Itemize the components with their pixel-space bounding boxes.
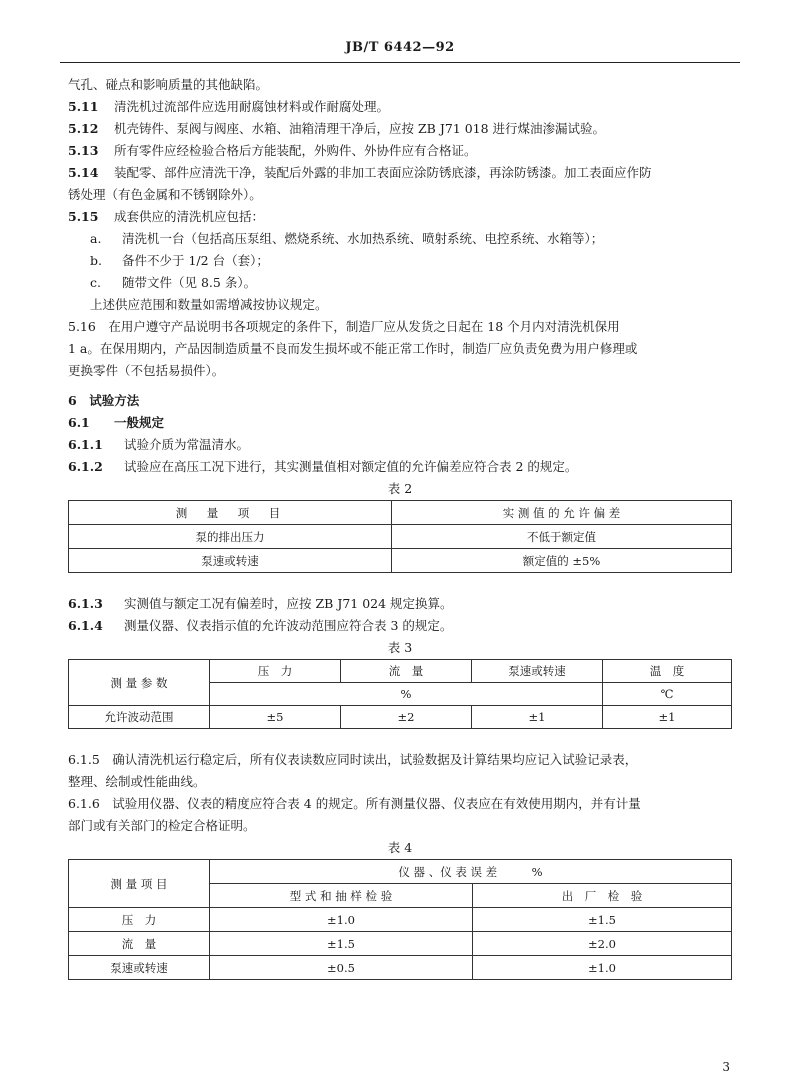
clause-6-1-5-line2: 整理、绘制或性能曲线。 (68, 774, 206, 789)
clause-6-1-5-line1: 6.1.5 确认清洗机运行稳定后，所有仪表读数应同时读出，试验数据及计算结果均应记入试验记录表， (68, 752, 638, 767)
list-item-b: b. 备件不少于 1/2 台（套）； (90, 253, 269, 268)
table-row (69, 956, 732, 980)
table-3-caption: 表 3 (387, 640, 413, 655)
table-cell: ±2.0 (473, 932, 732, 956)
header-rule (60, 62, 740, 63)
table-cell: 流 量 (69, 932, 210, 956)
clause-6-1-6-line1: 6.1.6 试验用仪器、仪表的精度应符合表 4 的规定。所有测量仪器、仪表应在有效使用期内，并有计量 (68, 796, 641, 811)
table-cell: ±1.5 (473, 908, 732, 932)
table-cell: ±5 (210, 706, 341, 729)
clause-6-1-1: 6.1.1 试验介质为常温清水。 (68, 437, 250, 452)
clause-6-1-2: 6.1.2 试验应在高压工况下进行，其实测量值相对额定值的允许偏差应符合表 2 的规定。 (68, 459, 578, 474)
table-cell: 压 力 (69, 908, 210, 932)
clause-6-1-4: 6.1.4 测量仪器、仪表指示值的允许波动范围应符合表 3 的规定。 (68, 618, 453, 633)
table-cell: ±2 (341, 706, 472, 729)
clause-5-14-cont: 锈处理（有色金属和不锈钢除外）。 (68, 187, 262, 202)
list-item-c: c. 随带文件（见 8.5 条）。 (90, 275, 257, 290)
clause-5-16-line1: 5.16 在用户遵守产品说明书各项规定的条件下，制造厂应从发货之日起在 18 个月内对清洗机保用 (68, 319, 620, 334)
table-header: 流 量 (341, 660, 472, 683)
clause-5-16-line3: 更换零件（不包括易损件）。 (68, 363, 225, 378)
table-cell: 不低于额定值 (392, 525, 732, 549)
table-2 (68, 500, 732, 573)
table-header: 型 式 和 抽 样 检 验 (210, 884, 473, 908)
page-header: JB/T 6442—92 (345, 40, 455, 55)
clause-5-14: 5.14 装配零、部件应清洗干净，装配后外露的非加工表面应涂防锈底漆，再涂防锈漆。加工表面应作防 (68, 165, 652, 180)
table-4 (68, 859, 732, 980)
table-2-caption: 表 2 (387, 481, 413, 496)
table-header: 出 厂 检 验 (473, 884, 732, 908)
table-cell: ±1.5 (210, 932, 473, 956)
clause-5-15-note: 上述供应范围和数量如需增减按协议规定。 (90, 297, 328, 312)
list-item-a: a. 清洗机一台（包括高压泵组、燃烧系统、水加热系统、喷射系统、电控系统、水箱等）； (90, 231, 604, 246)
page-number: 3 (722, 1060, 730, 1074)
table-row (69, 525, 732, 549)
table-4-caption: 表 4 (387, 840, 413, 855)
table-cell: ±0.5 (210, 956, 473, 980)
clause-5-13: 5.13 所有零件应经检验合格后方能装配，外购件、外协件应有合格证。 (68, 143, 477, 158)
table-cell: ±1.0 (210, 908, 473, 932)
content-body (68, 74, 732, 980)
table-row (69, 660, 732, 683)
table-header: 压 力 (210, 660, 341, 683)
table-cell: 额定值的 ±5% (392, 549, 732, 573)
clause-6-1-6-line2: 部门或有关部门的检定合格证明。 (68, 818, 256, 833)
table-header: 测 量 项 目 (69, 501, 392, 525)
clause-5-12: 5.12 机壳铸件、泵阀与阀座、水箱、油箱清理干净后，应按 ZB J71 018 进行煤油渗漏试验。 (68, 121, 606, 136)
table-cell: 泵的排出压力 (69, 525, 392, 549)
table-cell: ±1.0 (473, 956, 732, 980)
table-cell: ±1 (472, 706, 603, 729)
clause-6-1: 6.1 一般规定 (68, 415, 165, 430)
table-header: 测 量 参 数 (69, 660, 210, 706)
clause-5-11: 5.11 清洗机过流部件应选用耐腐蚀材料或作耐腐处理。 (68, 99, 390, 114)
table-cell: 泵速或转速 (69, 956, 210, 980)
table-row (69, 501, 732, 525)
table-cell: 允许波动范围 (69, 706, 210, 729)
table-row (69, 932, 732, 956)
table-3 (68, 659, 732, 729)
table-header: 测 量 项 目 (69, 860, 210, 908)
table-row (69, 549, 732, 573)
table-header: 实 测 值 的 允 许 偏 差 (392, 501, 732, 525)
clause-6-1-3: 6.1.3 实测值与额定工况有偏差时，应按 ZB J71 024 规定换算。 (68, 596, 453, 611)
table-row (69, 706, 732, 729)
table-row (69, 860, 732, 884)
section-6-title: 6 试验方法 (68, 393, 140, 408)
table-header: 温 度 (603, 660, 732, 683)
table-cell: 泵速或转速 (69, 549, 392, 573)
table-cell: ±1 (603, 706, 732, 729)
clause-5-15: 5.15 成套供应的清洗机应包括： (68, 209, 265, 224)
paragraph-line: 气孔、碰点和影响质量的其他缺陷。 (68, 77, 269, 92)
unit-percent: % (210, 683, 603, 706)
clause-5-16-line2: 1 a。在保用期内，产品因制造质量不良而发生损坏或不能正常工作时，制造厂应负责免费为用户修理或 (68, 341, 638, 356)
table-header: 泵速或转速 (472, 660, 603, 683)
table-header: 仪 器 、仪 表 误 差 % (210, 860, 732, 884)
table-row (69, 908, 732, 932)
unit-temperature: ℃ (603, 683, 732, 706)
